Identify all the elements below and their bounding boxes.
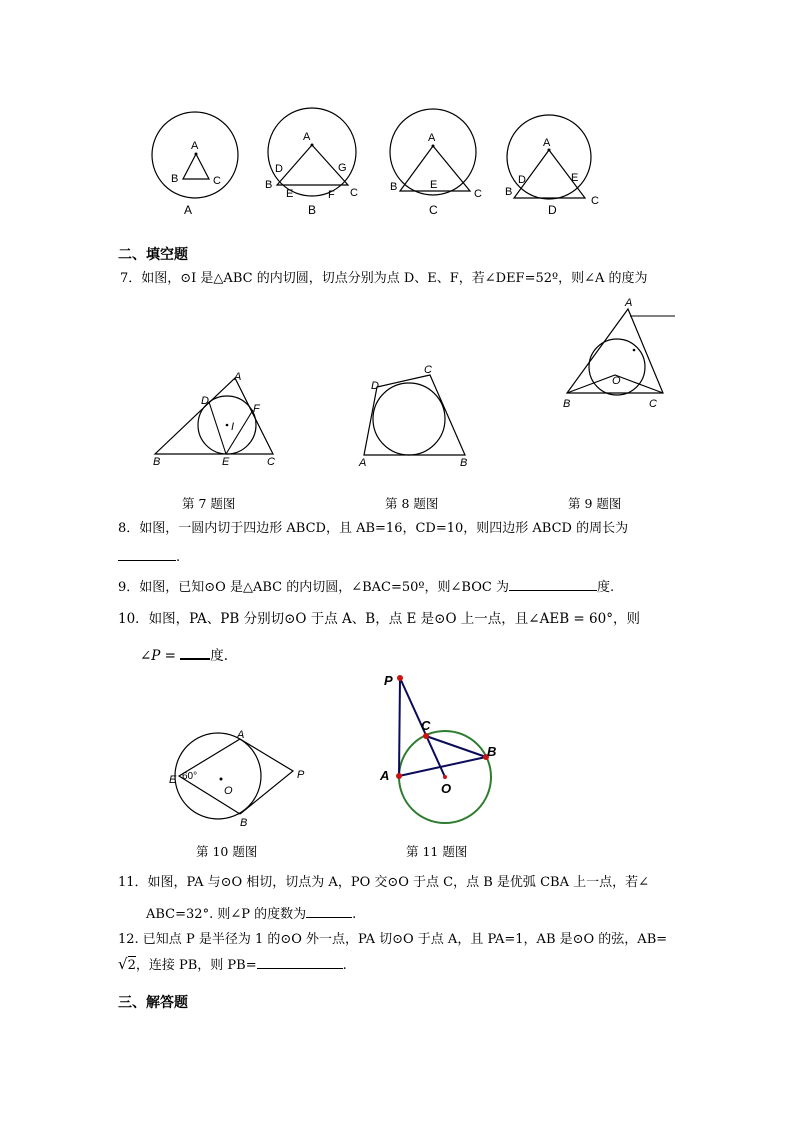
fig11-label-o: O [441, 781, 452, 796]
fig8-incircle [373, 383, 445, 455]
fig-d-label-e: E [571, 172, 579, 184]
q10-line2 [140, 646, 228, 665]
q8-text: 8．如图，一圆内切于四边形 ABCD，且 AB=16，CD=10，则四边形 ABCD 的周长为 [118, 521, 629, 536]
fig11-label-a: A [380, 768, 390, 783]
q11-line2 [146, 905, 356, 924]
q9-tail: 度. [596, 580, 615, 595]
fig8-label-b: B [460, 457, 468, 469]
fig-a-label-a: A [191, 140, 199, 152]
fig9-caption: 第 9 题图 [568, 496, 622, 511]
fig-a-label-c: C [213, 175, 221, 187]
fig11-point-p [397, 675, 403, 681]
q9-line [118, 578, 614, 597]
fig-b-label-d: D [275, 163, 283, 175]
q11-line2-text: ABC=32°. 则∠P 的度数为 [146, 907, 307, 922]
fig11-caption: 第 11 题图 [406, 844, 468, 859]
fig7-label-i: I [231, 421, 235, 433]
fig10-tangents [240, 739, 293, 814]
fig9-label-o: O [612, 375, 621, 387]
figure-10 [165, 726, 315, 831]
fig7-caption: 第 7 题图 [182, 496, 236, 511]
fig-c-caption: C [429, 203, 438, 217]
q12-line2 [118, 955, 347, 975]
fig9-label-c: C [649, 398, 657, 410]
fig-b-label-f: F [328, 189, 335, 201]
fig10-caption: 第 10 题图 [196, 844, 258, 859]
fig7-label-a: A [234, 371, 242, 383]
fig7-label-f: F [253, 403, 260, 415]
figure-9 [555, 295, 680, 413]
q8-tail: . [176, 550, 181, 565]
fig8-label-a: A [359, 457, 367, 469]
fig7-label-b: B [153, 456, 161, 468]
fig-c-label-c: C [474, 188, 482, 200]
q11-text: 11．如图，PA 与⊙O 相切，切点为 A，PO 交⊙O 于点 C，点 B 是优弧 CBA 上一点，若∠ [118, 875, 649, 890]
fig-d-circle [507, 115, 591, 199]
fig-d-caption: D [548, 203, 557, 217]
fig-b-label-e: E [286, 188, 294, 200]
q12-blank[interactable] [257, 956, 343, 969]
fig8-quadrilateral [364, 375, 465, 455]
fig10-label-p: P [297, 769, 305, 781]
fig9-label-a: A [625, 297, 633, 309]
fig-b-label-g: G [338, 162, 347, 174]
q12-sqrt-value: 2 [127, 958, 136, 973]
fig-d-label-a: A [543, 137, 551, 149]
fig8-label-d: D [371, 380, 379, 392]
fig-b-circle [268, 108, 356, 196]
sqrt-symbol: √ [118, 955, 128, 973]
fig10-label-b: B [240, 817, 248, 829]
q11-blank[interactable] [306, 905, 352, 918]
q12-line2-text: ，连接 PB，则 PB= [135, 958, 257, 973]
fig-d-label-c: C [591, 195, 599, 207]
figure-8 [352, 360, 482, 472]
q8-answer-line [118, 548, 180, 567]
fig-b-label-a: A [303, 131, 311, 143]
fig8-caption: 第 8 题图 [385, 496, 439, 511]
q12-text: 12. 已知点 P 是半径为 1 的⊙O 外一点，PA 切⊙O 于点 A，且 PA=1，AB 是⊙O 的弦，AB= [118, 932, 668, 947]
fig-a-label-b: B [171, 173, 179, 185]
fig-c-label-e: E [430, 179, 438, 191]
q9-text: 9．如图，已知⊙O 是△ABC 的内切圆，∠BAC=50º，则∠BOC 为 [118, 580, 509, 595]
q10-tail: 度. [210, 648, 229, 664]
fig7-label-d: D [201, 395, 209, 407]
figure-11 [375, 668, 505, 828]
q10-angle: ∠P = [140, 648, 176, 664]
q8-blank[interactable] [118, 548, 176, 561]
fig10-label-a: A [237, 729, 245, 741]
section-3-heading: 三、解答题 [118, 995, 188, 1011]
fig-d-label-d: D [518, 174, 526, 186]
fig10-label-e: E [169, 774, 177, 786]
fig8-label-c: C [424, 364, 432, 376]
fig-b-label-b: B [265, 179, 273, 191]
fig-c-label-a: A [428, 132, 436, 144]
fig-a-caption: A [184, 203, 193, 217]
fig7-label-e: E [222, 456, 230, 468]
fig11-point-c [423, 733, 429, 739]
fig-c-label-b: B [390, 181, 398, 193]
fig11-point-a [396, 773, 402, 779]
fig-b-caption: B [308, 203, 317, 217]
fig-b-label-c: C [350, 187, 358, 199]
q12-tail: . [342, 958, 347, 973]
fig-d-label-b: B [505, 186, 513, 198]
fig11-label-c: C [421, 718, 431, 733]
fig-a-triangle [183, 154, 209, 179]
q7-text: 7．如图，⊙I 是△ABC 的内切圆，切点分别为点 D、E、F，若∠DEF=52º，则∠A 的度为 [120, 271, 648, 286]
section-2-heading: 二、填空题 [118, 247, 188, 263]
fig7-label-c: C [267, 456, 275, 468]
top-figures [140, 100, 610, 225]
q11-tail: . [352, 907, 357, 922]
q10-text: 10．如图，PA、PB 分别切⊙O 于点 A、B，点 E 是⊙O 上一点，且∠AEB = 60°，则 [118, 611, 640, 627]
fig10-label-o: O [224, 785, 233, 797]
fig11-point-o [443, 775, 447, 779]
q10-blank[interactable] [180, 646, 210, 660]
fig11-label-b: B [487, 744, 497, 759]
fig11-label-p: P [384, 673, 393, 688]
figure-7 [145, 368, 285, 473]
fig9-label-b: B [563, 398, 571, 410]
fig10-angle-label: 60° [182, 771, 198, 782]
q9-blank[interactable] [509, 578, 597, 591]
